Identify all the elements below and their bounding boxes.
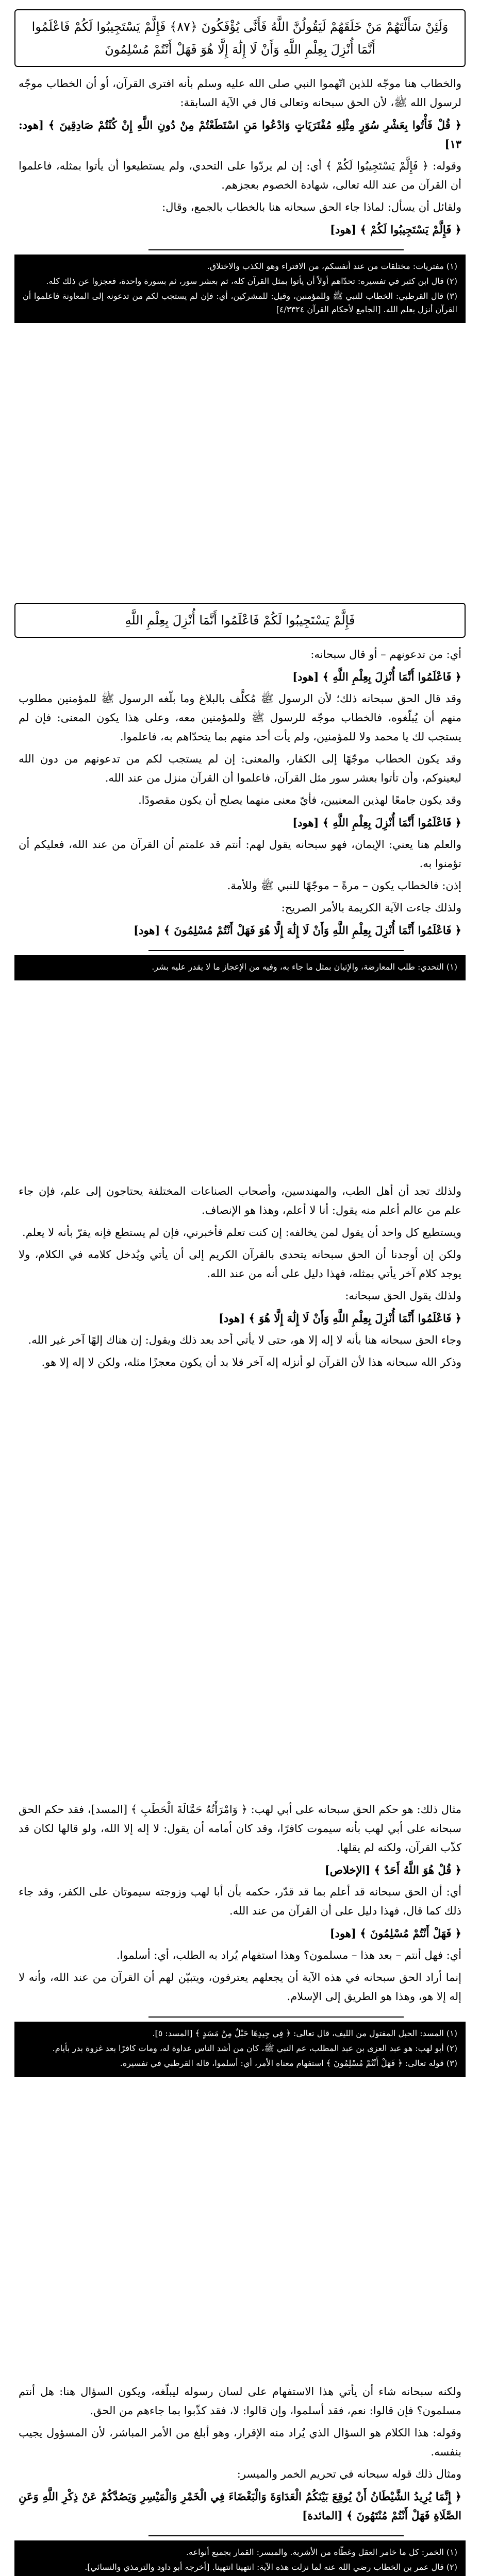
commentary-paragraph: ولكنه سبحانه شاء أن يأتي هذا الاستفهام على لسان رسوله ليبلّغه، ويكون السؤال هنا: هل أنتم مسلمون؟ فإن قالوا: نعم، فقد أسلموا، وإن قالوا: لا، فقد كذّبوا بما جاءهم من الحق. bbox=[19, 2385, 461, 2417]
commentary-paragraph: ولذلك جاءت الآية الكريمة بالأمر الصريح: bbox=[281, 902, 461, 914]
footnote: (١) المسد: الحبل المفتول من الليف، قال تعالى: ﴿ فِي جِيدِهَا حَبْلٌ مِنْ مَسَدٍ ﴾ [المسد: ٥]. bbox=[152, 2028, 457, 2038]
commentary-paragraph: إنما أراد الحق سبحانه في هذه الآية أن يجعلهم يعترفون، ويتبيّن لهم أن القرآن من عند الله، وأنه لا إله إلا هو، وهذا هو الطريق إلى الإسلام. bbox=[19, 1971, 461, 2003]
commentary-paragraph: وقد يكون الخطاب موجّهًا إلى الكفار، والمعنى: إن لم يستجب لكم من تدعونهم من دون الله ليعينوكم، وأن تأتوا بعشر سور مثل القرآن، فاعلموا أن القرآن منزل من عند الله. bbox=[19, 753, 461, 784]
commentary-paragraph: وقوله: هذا الكلام هو السؤال الذي يُراد منه الإقرار، وهو أبلغ من الأمر المباشر، لأن المسؤول يجيب بنفسه. bbox=[19, 2427, 461, 2458]
commentary-paragraph: وقد قال الحق سبحانه ذلك؛ لأن الرسول ﷺ مُكلَّف بالبلاغ وما بلّغه الرسول ﷺ للمؤمنين مطلوب منهم أن يُبلّغوه، فالخطاب موجّه للرسول ﷺ وللمؤمنين معه، وعلى هذا يكون المعنى: فإن لم يستجب لك يا محمد ولا للمؤمنين، ولم يأت أحد منهم بما يتحدّاهم به، فاعلموا. bbox=[19, 692, 461, 743]
commentary-paragraph: ﴿ قُلْ هُوَ اللَّهُ أَحَدٌ ﴾ [الإخلاص] bbox=[324, 1863, 461, 1876]
footnotes-box bbox=[14, 2540, 466, 2576]
commentary-paragraph: ومثال ذلك قوله سبحانه في تحريم الخمر والميسر: bbox=[237, 2468, 461, 2480]
commentary-paragraph: والعلم هنا يعني: الإيمان، فهو سبحانه يقول لهم: أنتم قد علمتم أن القرآن من عند الله، فعليكم أن تؤمنوا به. bbox=[19, 838, 461, 870]
footnote: (١) الخمر: كل ما خامر العقل وغطّاه من الأشربة. والميسر: القمار بجميع أنواعه. bbox=[186, 2547, 457, 2557]
commentary-paragraph: ﴿ فَهَلْ أَنْتُمْ مُسْلِمُونَ ﴾ [هود] bbox=[329, 1927, 461, 1940]
footnotes-box bbox=[14, 255, 466, 323]
page-section bbox=[14, 1798, 466, 2080]
commentary-paragraph: ﴿ فَاعْلَمُوا أَنَّمَا أُنْزِلَ بِعِلْمِ اللَّهِ وَأَنْ لَا إِلَٰهَ إِلَّا هُوَ ﴾ [هود] bbox=[219, 1312, 461, 1325]
footnote: (٢) قال عمر بن الخطاب رضي الله عنه لما نزلت هذه الآية: انتهينا انتهينا. [أخرجه أبو داود والترمذي والنسائي]. bbox=[85, 2562, 457, 2572]
commentary-paragraph: ويستطيع كل واحد أن يقول لمن يخالفه: إن كنت تعلم فأخبرني، فإن لم يستطع فإنه يقرّ بأنه لا يعلم. bbox=[22, 1226, 461, 1239]
footnotes-box bbox=[14, 955, 466, 980]
commentary-paragraph: ﴿ فَاعْلَمُوا أَنَّمَا أُنْزِلَ بِعِلْمِ اللَّهِ ﴾ [هود] bbox=[292, 670, 461, 683]
footnotes-box bbox=[14, 2022, 466, 2077]
commentary-paragraph: ولكن إن أوجدنا أن الحق سبحانه يتحدى بالقرآن الكريم إلى أن يأتي ويُدخل كلامه في الكلام، ولا يوجد كلام آخر يأتي بمثله، فهذا دليل على أنه من عند الله. bbox=[19, 1248, 461, 1280]
commentary-paragraph: ﴿ قُلْ فَأْتُوا بِعَشْرِ سُوَرٍ مِثْلِهِ مُفْتَرَيَاتٍ وَادْعُوا مَنِ اسْتَطَعْتُمْ مِنْ دُونِ اللَّهِ إِنْ كُنْتُمْ صَادِقِينَ ﴾ [هود: ١٣] bbox=[19, 118, 461, 150]
footnote: (٣) قال القرطبي: الخطاب للنبي ﷺ وللمؤمنين، وقيل: للمشركين، أي: فإن لم يستجب لكم من تدعونه إلى المعاونة فاعلموا أن القرآن أنزل بعلم الله. [الجامع لأحكام القرآن ٤/٣٣٢٤] bbox=[23, 291, 457, 314]
footnote: (٣) قوله تعالى: ﴿ فَهَلْ أَنْتُمْ مُسْلِمُونَ ﴾ استفهام معناه الأمر، أي: أسلموا، قاله القرطبي في تفسيره. bbox=[120, 2058, 457, 2068]
commentary-paragraph: أي: من تدعونهم – أو قال سبحانه: bbox=[310, 648, 461, 660]
footnote: (٢) أبو لهب: هو عبد العزى بن عبد المطلب، عم النبي ﷺ، كان من أشد الناس عداوة له، ومات كافرًا بعد غزوة بدر بأيام. bbox=[52, 2043, 457, 2053]
commentary-paragraph: ﴿ فَاعْلَمُوا أَنَّمَا أُنْزِلَ بِعِلْمِ اللَّهِ ﴾ [هود] bbox=[292, 816, 461, 829]
footnote: (١) التحدي: طلب المعارضة، والإتيان بمثل ما جاء به، وفيه من الإعجاز ما لا يقدر عليه بشر. bbox=[152, 962, 457, 972]
commentary-paragraph: وقوله: ﴿ فَإِلَّمْ يَسْتَجِيبُوا لَكُمْ ﴾ أي: إن لم يردّوا على التحدي، ولم يستطيعوا أن يأتوا بمثله، فاعلموا أن القرآن من عند الله تعالى، شهادة الخصوم بعجزهم. bbox=[19, 160, 461, 191]
commentary-body bbox=[14, 1180, 466, 1377]
commentary-paragraph: ولقائل أن يسأل: لماذا جاء الحق سبحانه هنا بالخطاب بالجمع، وقال: bbox=[162, 201, 461, 213]
commentary-paragraph: مثال ذلك: هو حكم الحق سبحانه على أبي لهب: ﴿ وَامْرَأَتُهُ حَمَّالَةَ الْحَطَبِ ﴾ [المسد]، فقد حكم الحق سبحانه على أبي لهب بأنه سيموت كافرًا، وقد كان أمامه أن يقول: لا إله إلا الله، ولو قالها لكان قد كذّب القرآن، ولكنه لم يقلها. bbox=[19, 1803, 461, 1854]
page-section bbox=[14, 1180, 466, 1377]
commentary-paragraph: وذكر الله سبحانه هذا لأن القرآن لو أنزله إله آخر فلا بد أن يكون معجزًا مثله، ولكن لا إله إلا هو. bbox=[41, 1356, 461, 1368]
footnote-separator bbox=[148, 2535, 404, 2536]
commentary-body bbox=[14, 643, 466, 945]
verse-header-box: وَلَئِنْ سَأَلْتَهُمْ مَنْ خَلَقَهُمْ لَيَقُولُنَّ اللَّهُ فَأَنَّى يُؤْفَكُونَ ﴿٨٧﴾ فَإِلَّمْ يَسْتَجِيبُوا لَكُمْ فَاعْلَمُوا أَنَّمَا أُنْزِلَ بِعِلْمِ اللَّهِ وَأَنْ لَا إِلَٰهَ إِلَّا هُوَ فَهَلْ أَنْتُمْ مُسْلِمُونَ bbox=[14, 9, 466, 67]
footnote-separator bbox=[148, 950, 404, 951]
commentary-paragraph: ولذلك تجد أن أهل الطب، والمهندسين، وأصحاب الصناعات المختلفة يحتاجون إلى علم، فإن جاء علم من عالم أعلم منه يقول: أنا لا أعلم، وهذا هو الإنصاف. bbox=[19, 1185, 461, 1216]
commentary-paragraph: وجاء الحق سبحانه هنا بأنه لا إله إلا هو، حتى لا يأتي أحد بعد ذلك ويقول: إن هناك إلهًا آخر غير الله. bbox=[28, 1334, 461, 1346]
commentary-paragraph: والخطاب هنا موجّه للذين اتّهموا النبي صلى الله عليه وسلم بأنه افترى القرآن، أو أن الخطاب موجّه لرسول الله ﷺ، لأن الحق سبحانه وتعالى قال في الآية السابقة: bbox=[19, 77, 461, 109]
footnote-separator bbox=[148, 2016, 404, 2018]
commentary-paragraph: ﴿ فَإِلَّمْ يَسْتَجِيبُوا لَكُمْ ﴾ [هود] bbox=[330, 223, 461, 236]
commentary-paragraph: إذن: فالخطاب يكون – مرةً – موجّهًا للنبي ﷺ وللأمة. bbox=[227, 879, 461, 892]
commentary-paragraph: ﴿ فَاعْلَمُوا أَنَّمَا أُنْزِلَ بِعِلْمِ اللَّهِ وَأَنْ لَا إِلَٰهَ إِلَّا هُوَ فَهَلْ أَنْتُمْ مُسْلِمُونَ ﴾ [هود] bbox=[134, 924, 461, 937]
commentary-paragraph: أي: أن الحق سبحانه قد أعلم بما قد قدّر، حكمه بأن أبا لهب وزوجته سيموتان على الكفر، وقد جاء ذلك كما قال، فهذا دليل على أن القرآن من عند الله. bbox=[19, 1886, 461, 1917]
page-section bbox=[14, 4, 466, 326]
page-section bbox=[14, 598, 466, 984]
page-section bbox=[14, 2380, 466, 2576]
footnote: (١) مفتريات: مختلقات من عند أنفسكم، من الافتراء وهو الكذب والاختلاق. bbox=[207, 261, 457, 271]
commentary-paragraph: ولذلك يقول الحق سبحانه: bbox=[345, 1290, 461, 1302]
commentary-body bbox=[14, 72, 466, 244]
commentary-paragraph: ﴿ إِنَّمَا يُرِيدُ الشَّيْطَانُ أَنْ يُوقِعَ بَيْنَكُمُ الْعَدَاوَةَ وَالْبَغْضَاءَ فِي الْخَمْرِ وَالْمَيْسِرِ وَيَصُدَّكُمْ عَنْ ذِكْرِ اللَّهِ وَعَنِ الصَّلَاةِ فَهَلْ أَنْتُمْ مُنْتَهُونَ ﴾ [المائدة] bbox=[19, 2490, 461, 2522]
verse-header-box: فَإِلَّمْ يَسْتَجِيبُوا لَكُمْ فَاعْلَمُوا أَنَّمَا أُنْزِلَ بِعِلْمِ اللَّهِ bbox=[14, 603, 466, 638]
commentary-paragraph: أي: فهل أنتم – بعد هذا – مسلمون؟ وهذا استفهام يُراد به الطلب، أي: أسلموا. bbox=[116, 1949, 461, 1961]
commentary-body bbox=[14, 2380, 466, 2530]
commentary-paragraph: وقد يكون جامعًا لهذين المعنيين، فأيّ معنى منهما يصلح أن يكون مقصودًا. bbox=[138, 794, 461, 806]
footnote-separator bbox=[148, 249, 404, 250]
footnote: (٢) قال ابن كثير في تفسيره: تحدّاهم أولاً أن يأتوا بمثل القرآن كله، ثم بعشر سور، ثم بسورة واحدة، فعجزوا عن ذلك كله. bbox=[46, 276, 457, 286]
commentary-body bbox=[14, 1798, 466, 2011]
